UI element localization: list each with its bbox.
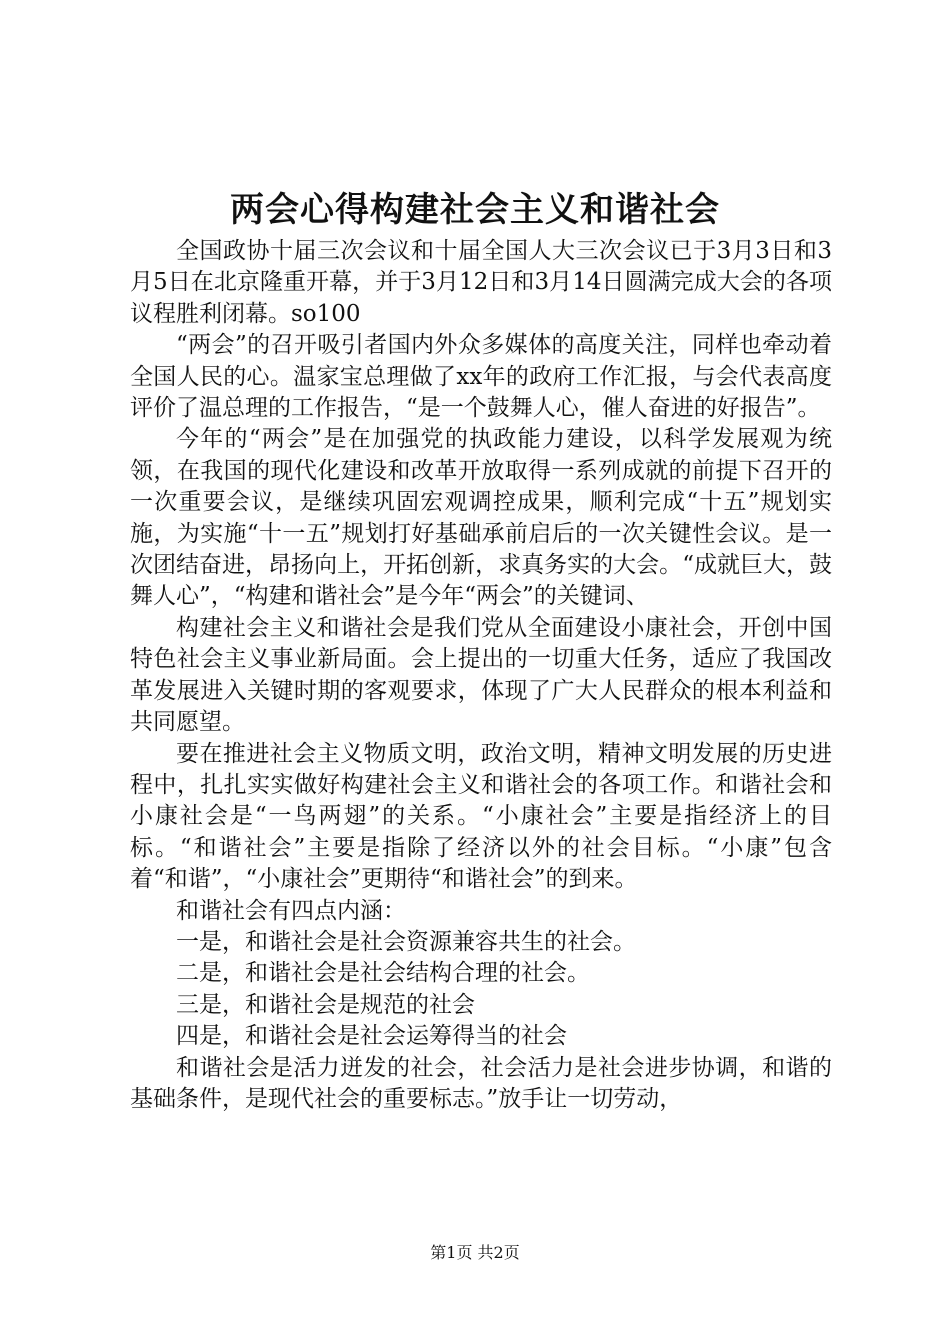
document-body	[130, 236, 832, 1115]
paragraph: “两会”的召开吸引者国内外众多媒体的高度关注，同样也牵动着全国人民的心。温家宝总理做了xx年的政府工作汇报，与会代表高度评价了温总理的工作报告，“是一个鼓舞人心，催人奋进的好报告”。	[130, 332, 832, 422]
paragraph: 构建社会主义和谐社会是我们党从全面建设小康社会，开创中国特色社会主义事业新局面。会上提出的一切重大任务，适应了我国改革发展进入关键时期的客观要求，体现了广大人民群众的根本利益和共同愿望。	[130, 614, 832, 736]
paragraph: 二是，和谐社会是社会结构合理的社会。	[176, 960, 590, 987]
paragraph: 一是，和谐社会是社会资源兼容共生的社会。	[176, 928, 636, 955]
document-title: 两会心得构建社会主义和谐社会	[230, 190, 720, 230]
paragraph: 和谐社会有四点内涵：	[176, 897, 406, 924]
paragraph: 四是，和谐社会是社会运筹得当的社会	[176, 1023, 567, 1050]
paragraph: 要在推进社会主义物质文明，政治文明，精神文明发展的历史进程中，扎扎实实做好构建社会主义和谐社会的各项工作。和谐社会和小康社会是“一鸟两翅”的关系。“小康社会”主要是指经济上的目标。“和谐社会”主要是指除了经济以外的社会目标。“小康”包含着“和谐”，“小康社会”更期待“和谐社会”的到来。	[130, 740, 832, 893]
paragraph: 今年的“两会”是在加强党的执政能力建设，以科学发展观为统领，在我国的现代化建设和改革开放取得一系列成就的前提下召开的一次重要会议，是继续巩固宏观调控成果，顺利完成“十五”规划实施，为实施“十一五”规划打好基础承前启后的一次关键性会议。是一次团结奋进，昂扬向上，开拓创新，求真务实的大会。“成就巨大，鼓舞人心”，“构建和谐社会”是今年“两会”的关键词、	[130, 426, 832, 610]
page-footer: 第1页 共2页	[430, 1243, 520, 1262]
paragraph: 全国政协十届三次会议和十届全国人大三次会议已于3月3日和3月5日在北京隆重开幕，并于3月12日和3月14日圆满完成大会的各项议程胜利闭幕。so100	[130, 238, 832, 327]
paragraph: 和谐社会是活力迸发的社会，社会活力是社会进步协调，和谐的基础条件，是现代社会的重要标志。”放手让一切劳动，	[130, 1054, 832, 1112]
paragraph: 三是，和谐社会是规范的社会	[176, 991, 475, 1018]
